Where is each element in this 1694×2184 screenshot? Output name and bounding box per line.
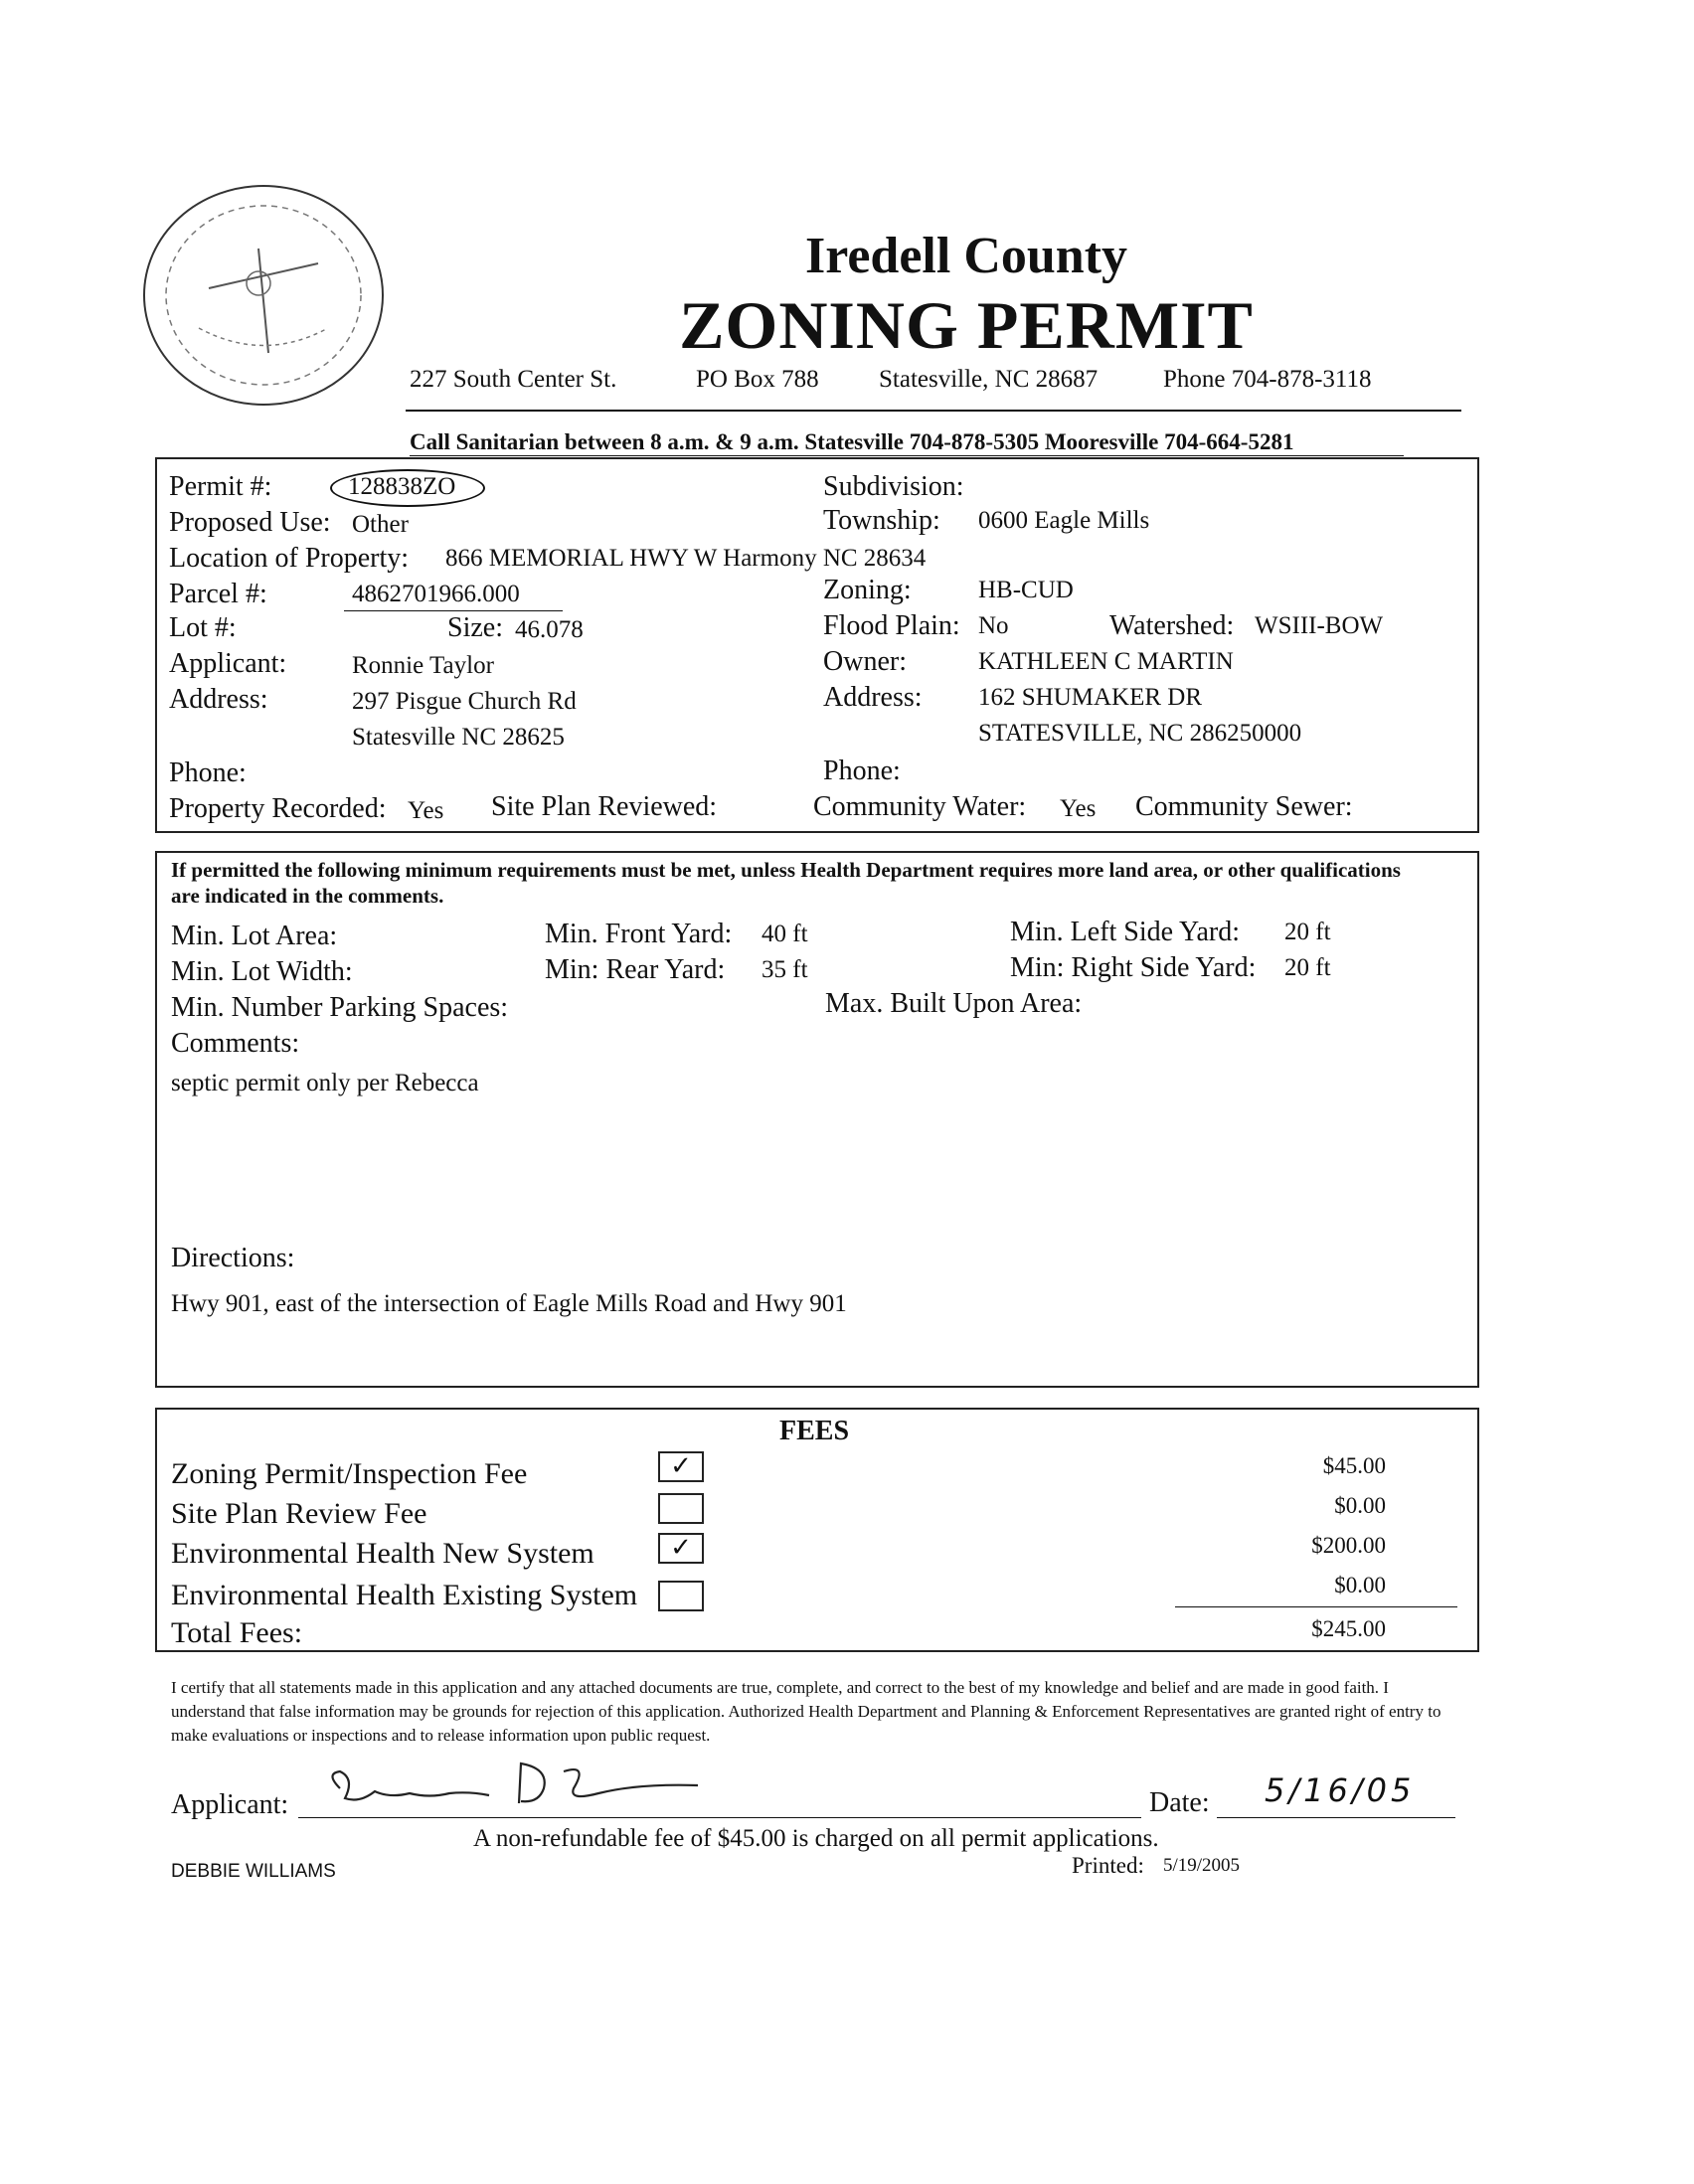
fee-checkbox-site-plan[interactable] [658, 1493, 704, 1524]
fee-label-site-plan: Site Plan Review Fee [171, 1497, 427, 1530]
permit-number-label: Permit #: [169, 471, 272, 502]
parking-label: Min. Number Parking Spaces: [171, 992, 509, 1023]
zoning-label: Zoning: [823, 575, 912, 605]
fee-notice: A non-refundable fee of $45.00 is charged on all permit applications. [473, 1825, 1159, 1852]
owner-address-label: Address: [823, 682, 923, 713]
township: 0600 Eagle Mills [978, 507, 1150, 534]
fees-heading: FEES [779, 1416, 850, 1446]
street-address: 227 South Center St. [410, 366, 617, 393]
comments-text: septic permit only per Rebecca [171, 1070, 479, 1096]
fee-label-existing-system: Environmental Health Existing System [171, 1579, 638, 1611]
water: Yes [1060, 795, 1097, 822]
zoning: HB-CUD [978, 577, 1074, 603]
applicant-label: Applicant: [169, 648, 287, 679]
fee-label-zoning: Zoning Permit/Inspection Fee [171, 1457, 528, 1490]
phone-label: Phone: [169, 757, 247, 788]
directions-text: Hwy 901, east of the intersection of Eagle Mills Road and Hwy 901 [171, 1290, 847, 1317]
fee-label-new-system: Environmental Health New System [171, 1537, 594, 1570]
parcel-label: Parcel #: [169, 579, 267, 609]
address-line1: 297 Pisgue Church Rd [352, 688, 577, 715]
lot-width-label: Min. Lot Width: [171, 956, 353, 987]
lot-label: Lot #: [169, 612, 237, 643]
directions-label: Directions: [171, 1243, 295, 1273]
comments-label: Comments: [171, 1028, 300, 1059]
permit-number: 128838ZO [348, 473, 456, 500]
flood-label: Flood Plain: [823, 610, 960, 641]
city-address: Statesville, NC 28687 [879, 366, 1099, 393]
recorded: Yes [408, 797, 444, 824]
fee-amount-new-system: $200.00 [1311, 1533, 1386, 1558]
fee-total-rule [1175, 1606, 1457, 1607]
address-line2: Statesville NC 28625 [352, 724, 565, 751]
owner-phone-label: Phone: [823, 756, 901, 786]
date-handwritten: 5/16/05 [1265, 1771, 1416, 1809]
county-name: Iredell County [804, 228, 1128, 284]
fee-amount-existing-system: $0.00 [1334, 1573, 1386, 1597]
applicant-signature-line [298, 1817, 1141, 1818]
parcel-number: 4862701966.000 [352, 581, 520, 607]
front-yard-label: Min. Front Yard: [545, 919, 733, 949]
township-label: Township: [823, 505, 940, 536]
watershed-label: Watershed: [1109, 610, 1235, 641]
built-upon-label: Max. Built Upon Area: [825, 988, 1083, 1019]
right-side-yard: 20 ft [1284, 954, 1331, 981]
applicant-signature-label: Applicant: [171, 1789, 289, 1820]
location: 866 MEMORIAL HWY W Harmony NC 28634 [445, 545, 927, 572]
fee-checkbox-existing-system[interactable] [658, 1581, 704, 1611]
proposed-use-label: Proposed Use: [169, 507, 331, 538]
rear-yard: 35 ft [762, 956, 808, 983]
applicant-name: Ronnie Taylor [352, 652, 494, 679]
fee-amount-zoning: $45.00 [1322, 1453, 1386, 1478]
date-line [1217, 1817, 1455, 1818]
printed-date: 5/19/2005 [1163, 1855, 1241, 1876]
header-divider [406, 410, 1461, 412]
owner-label: Owner: [823, 646, 907, 677]
po-box: PO Box 788 [696, 366, 819, 393]
owner-address-line1: 162 SHUMAKER DR [978, 684, 1203, 711]
subdivision-label: Subdivision: [823, 471, 964, 502]
permit-details-box [155, 457, 1479, 833]
owner-address-line2: STATESVILLE, NC 286250000 [978, 720, 1302, 747]
fee-checkbox-new-system[interactable]: ✓ [658, 1533, 704, 1564]
location-label: Location of Property: [169, 543, 410, 574]
office-phone: Phone 704-878-3118 [1163, 366, 1372, 393]
size-label: Size: [447, 612, 503, 643]
water-label: Community Water: [813, 791, 1027, 822]
printed-label: Printed: [1072, 1853, 1144, 1878]
total-fees-label: Total Fees: [171, 1616, 303, 1649]
fee-amount-site-plan: $0.00 [1334, 1493, 1386, 1518]
page-title: ZONING PERMIT [679, 287, 1254, 363]
sanitarian-underline [410, 455, 1404, 456]
left-side-yard: 20 ft [1284, 919, 1331, 945]
total-fees: $245.00 [1311, 1616, 1386, 1641]
applicant-signature [300, 1744, 718, 1813]
size: 46.078 [515, 616, 584, 643]
rear-yard-label: Min: Rear Yard: [545, 954, 726, 985]
right-side-yard-label: Min: Right Side Yard: [1010, 952, 1257, 983]
front-yard: 40 ft [762, 921, 808, 947]
sanitarian-note: Call Sanitarian between 8 a.m. & 9 a.m. Statesville 704-878-5305 Mooresville 704-664-5281 [410, 429, 1294, 454]
certification-text: I certify that all statements made in this application and any attached documents are true, complete, and correct to the best of my knowledge and belief and are made in good faith. I understand that false information may be grounds for rejection of this application. Authorized Health Department and Planning & Enforcement Representatives are granted right of entry to make evaluations or inspections and to release information upon public request. [171, 1678, 1441, 1745]
owner-name: KATHLEEN C MARTIN [978, 648, 1234, 675]
watershed: WSIII-BOW [1255, 612, 1384, 639]
issued-by: DEBBIE WILLIAMS [171, 1861, 336, 1882]
left-side-yard-label: Min. Left Side Yard: [1010, 917, 1240, 947]
flood: No [978, 612, 1009, 639]
proposed-use: Other [352, 511, 409, 538]
requirements-heading: If permitted the following minimum requirements must be met, unless Health Department requires more land area, or other qualifications are indicated in the comments. [171, 858, 1401, 908]
sewer-label: Community Sewer: [1135, 791, 1353, 822]
date-label: Date: [1149, 1787, 1210, 1818]
parcel-underline [344, 610, 563, 611]
fee-checkbox-zoning[interactable]: ✓ [658, 1451, 704, 1482]
address-label: Address: [169, 684, 268, 715]
site-plan-label: Site Plan Reviewed: [491, 791, 718, 822]
recorded-label: Property Recorded: [169, 793, 387, 824]
lot-area-label: Min. Lot Area: [171, 921, 338, 951]
